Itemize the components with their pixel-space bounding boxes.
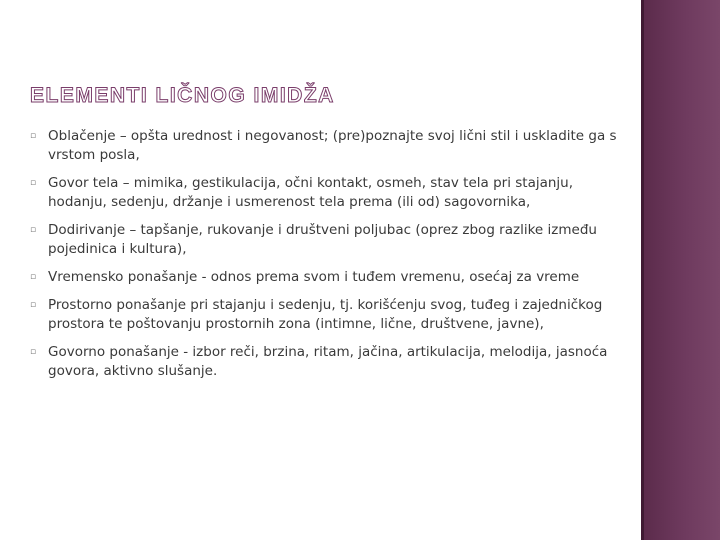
decorative-side-bar [641, 0, 720, 540]
bullet-marker-icon: ▫ [30, 225, 37, 235]
bullet-text: Govor tela – mimika, gestikulacija, očni kontakt, osmeh, stav tela pri stajanju, hodanju, sedenju, držanje i usmerenost tela prema (ili od) sagovornika, [48, 175, 574, 210]
bullet-marker-icon: ▫ [30, 300, 37, 310]
bullet-text: Prostorno ponašanje pri stajanju i sedenju, tj. korišćenju svog, tuđeg i zajedničkog prostora te poštovanju prostornih zona (intimne, lične, društvene, javne), [48, 297, 603, 332]
bullet-marker-icon: ▫ [30, 347, 37, 357]
bullet-item-touching [28, 221, 634, 259]
bullet-item-time-behavior [28, 268, 634, 287]
bullet-text: Dodirivanje – tapšanje, rukovanje i društveni poljubac (oprez zbog razlike između pojedinica i kultura), [48, 222, 597, 257]
bullet-text: Vremensko ponašanje - odnos prema svom i tuđem vremenu, osećaj za vreme [48, 269, 580, 285]
bullet-marker-icon: ▫ [30, 178, 37, 188]
side-bar-edge [641, 0, 644, 540]
slide-title: ELEMENTI LIČNOG IMIDŽA [30, 84, 335, 107]
bullet-item-clothing [28, 127, 634, 165]
bullet-item-body-language [28, 174, 634, 212]
bullet-text: Oblačenje – opšta urednost i negovanost; (pre)poznajte svoj lični stil i uskladite ga s vrstom posla, [48, 128, 617, 163]
bullet-marker-icon: ▫ [30, 272, 37, 282]
bullet-item-speech-behavior [28, 343, 634, 381]
bullet-marker-icon: ▫ [30, 131, 37, 141]
bullet-text: Govorno ponašanje - izbor reči, brzina, ritam, jačina, artikulacija, melodija, jasnoća govora, aktivno slušanje. [48, 344, 608, 379]
bullet-item-space-behavior [28, 296, 634, 334]
bullet-list [28, 127, 634, 390]
